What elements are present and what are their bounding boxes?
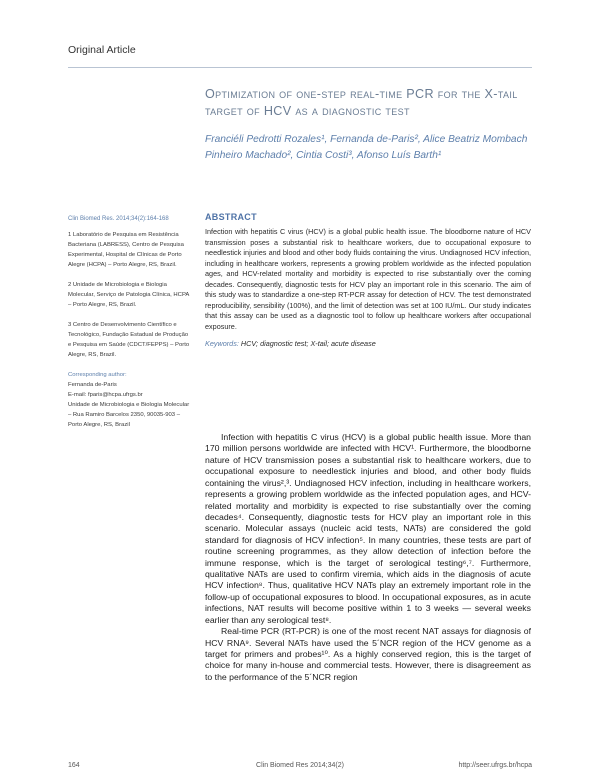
corresponding-author-address: Unidade de Microbiologia e Biologia Molecular – Rua Ramiro Barcelos 2350, 90035-903 – Porto Alegre, RS, Brazil — [68, 402, 190, 428]
affiliation-3: 3 Centro de Desenvolvimento Científico e Tecnológico, Fundação Estadual de Produção e Pesquisa em Saúde (CDCT/FEPPS) – Porto Alegre, RS, Brazil. — [68, 322, 190, 358]
author-list: Franciéli Pedrotti Rozales¹, Fernanda de-Paris², Alice Beatriz Mombach Pinheiro Machado², Cintia Costi³, Afonso Luís Barth¹ — [205, 134, 528, 161]
article-body — [205, 432, 531, 758]
header-divider — [68, 67, 532, 68]
body-paragraph-1: Infection with hepatitis C virus (HCV) is a global public health issue. More than 170 million persons worldwide are infected with HCV¹. Furthermore, the bloodborne nature of HCV transmission poses a substantial risk to healthcare workers, due to occupational exposure to needlestick injuries and blood, and other body fluids containing the virus²,³. Undiagnosed HCV infection, including in healthcare workers, represents a growing problem worldwide as the infected population ages, and HCV-related mortality and morbidity is expected to rise substantially over the coming decades⁴. Consequently, diagnostic tests for HCV play an important role in this scenario. Molecular assays (nucleic acid tests, NATs) are considered the gold standard for diagnosis of HCV infection⁵. In many countries, these tests are part of routine screening programmes, as they allow detection of infection before the immune response, which is the target of serological testing⁶,⁷. Furthermore, qualitative NATs are used to confirm viremia, which aids in the diagnosis of acute HCV infection⁸. Thus, qualitative HCV NATs play an extremely important role in the follow-up of occupational exposures to blood. In occupational exposures, as in acute infections, NAT results will become positive within 1 to 3 weeks — several weeks earlier than any serological test⁸. — [205, 432, 531, 625]
abstract-section — [205, 212, 531, 350]
footer-url[interactable]: http://seer.ufrgs.br/hcpa — [458, 762, 532, 769]
corresponding-author-email[interactable]: E-mail: fparis@hcpa.ufrgs.br — [68, 392, 143, 398]
page-number: 164 — [68, 762, 80, 769]
abstract-heading: ABSTRACT — [205, 212, 257, 222]
corresponding-author-label: Corresponding author: — [68, 372, 127, 378]
article-title: Optimization of one-step real-time PCR for the X-tail target of HCV as a diagnostic test — [205, 87, 518, 118]
keywords — [205, 339, 531, 350]
keywords-values: HCV; diagnostic test; X-tail; acute disease — [240, 339, 376, 349]
footer-journal: Clin Biomed Res 2014;34(2) — [256, 762, 344, 769]
corresponding-author-name: Fernanda de-Paris — [68, 382, 117, 388]
page-footer — [68, 762, 532, 774]
section-label: Original Article — [68, 44, 136, 56]
abstract-text: Infection with hepatitis C virus (HCV) is a global public health issue. The bloodborne nature of HCV transmission poses a substantial risk to healthcare workers, due to occupational exposure to needlestick injuries and blood and other body fluids containing the virus. Undiagnosed HCV infection, including in healthcare workers, represents a growing problem worldwide as the infected population ages, and HCV-related mortality and morbidity is expected to rise substantially over the coming decades. Consequently, diagnostic tests for HCV play an important role in this scenario. The aim of this study was to standardize a one-step RT-PCR assay for detection of HCV. The test demonstrated reproducibility, sensibility (100%), and the limit of detection was set at 100 IU/mL. Our study indicates that this assay can be used as a diagnostic tool to follow up healthcare workers after occupational exposure. — [205, 227, 531, 331]
body-paragraph-2: Real-time PCR (RT-PCR) is one of the most recent NAT assays for diagnosis of HCV RNA⁹. Several NATs have used the 5´NCR region of the HCV genome as a target for primers and probes¹⁰. As a highly conserved region, this is the target of choice for many in-house and commercial tests. However, there is disagreement as to the performance of the 5´NCR region — [205, 626, 531, 682]
keywords-label: Keywords: — [205, 339, 239, 349]
journal-citation: Clin Biomed Res. 2014;34(2):164-168 — [68, 216, 169, 222]
sidebar-affiliations — [68, 214, 192, 430]
affiliation-1: 1 Laboratório de Pesquisa em Resistência Bacteriana (LABRESS), Centro de Pesquisa Experimental, Hospital de Clínicas de Porto Alegre (HCPA) – Porto Alegre, RS, Brazil. — [68, 232, 184, 268]
affiliation-2: 2 Unidade de Microbiologia e Biologia Molecular, Serviço de Patologia Clínica, HCPA – Porto Alegre, RS, Brazil. — [68, 282, 190, 308]
